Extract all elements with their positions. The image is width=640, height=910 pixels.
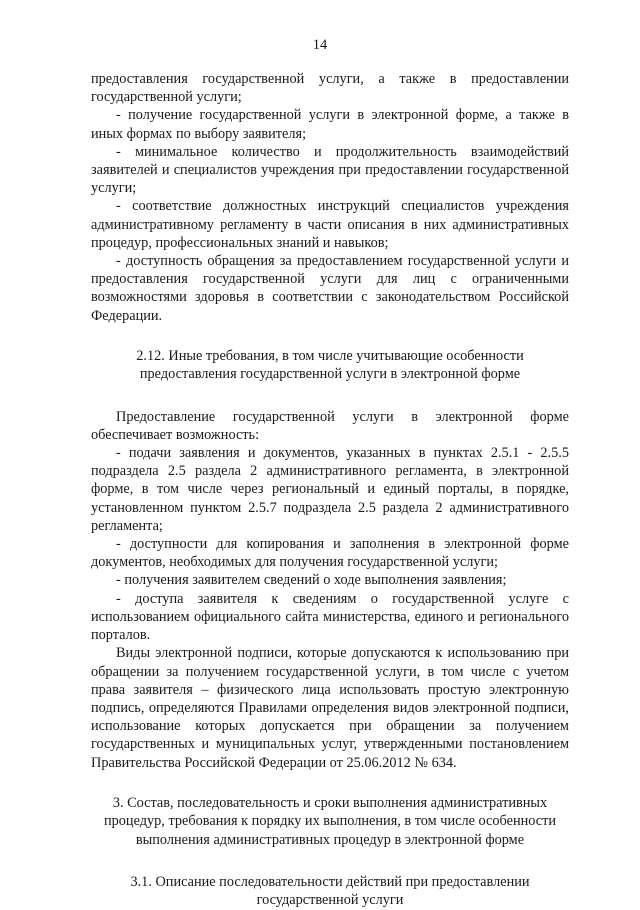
paragraph-continuation: предоставления государственной услуги, а также в предоставлении государственной услуги;: [91, 71, 569, 106]
list-item: - доступа заявителя к сведениям о государственной услуге с использованием официального сайта министерства, единого и регионального порталов.: [91, 590, 569, 644]
list-item: - доступность обращения за предоставлением государственной услуги и предоставления государственной услуги для лиц с ограниченными возможностями здоровья в соответствии с законодательством Российской Федерации.: [91, 253, 569, 324]
list-item: - доступности для копирования и заполнения в электронной форме документов, необходимых для получения государственной услуги;: [91, 536, 569, 571]
paragraph: Предоставление государственной услуги в электронной форме обеспечивает возможность:: [91, 408, 569, 443]
list-item: - получение государственной услуги в электронной форме, а также в иных формах по выбору заявителя;: [91, 107, 569, 142]
list-item: - соответствие должностных инструкций специалистов учреждения административному регламенту в части описания в них административных процедур, профессиональных знаний и навыков;: [91, 198, 569, 251]
document-body: [91, 70, 569, 910]
list-item: - подачи заявления и документов, указанных в пунктах 2.5.1 - 2.5.5 подраздела 2.5 раздела 2 административного регламента, в электронной форме, в том числе через региональный и единый порталы, в порядке, установленном пунктом 2.5.7 подраздела 2.5 раздела 2 административного регламента;: [91, 445, 569, 534]
page-number: 14: [312, 37, 328, 53]
section-heading-3: 3. Состав, последовательность и сроки выполнения административных процедур, требования к порядку их выполнения, в том числе особенности выполнения административных процедур в электронной форме: [103, 794, 557, 848]
list-item: - минимальное количество и продолжительность взаимодействий заявителей и специалистов учреждения при предоставлении государственной услуги;: [91, 143, 569, 197]
section-heading-3-1: 3.1. Описание последовательности действий при предоставлении государственной услуги: [130, 873, 530, 909]
paragraph: Виды электронной подписи, которые допускаются к использованию при обращении за получением государственной услуги, в том числе с учетом права заявителя – физического лица использовать простую электронную подпись, определяются Правилами определения видов электронной подписи, использование которых допускается при обращении за получением государственных и муниципальных услуг, утвержденными постановлением Правительства Российской Федерации от 25.06.2012 № 634.: [91, 645, 569, 771]
list-item: - получения заявителем сведений о ходе выполнения заявления;: [116, 572, 507, 589]
section-heading-2-12: 2.12. Иные требования, в том числе учитывающие особенности предоставления государственной услуги в электронной форме: [136, 347, 524, 383]
